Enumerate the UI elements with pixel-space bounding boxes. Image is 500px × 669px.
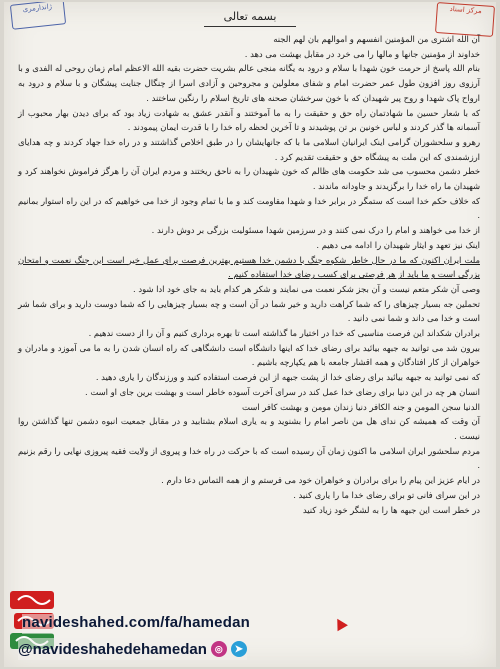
- body-paragraph: وصی آن شکر متعم نیست و آن بجز شکر نعمت می نمایند و شکر هر کدام باید به جای خود ادا شود .: [133, 283, 480, 294]
- document-stamp-right: مرکز اسناد: [435, 2, 495, 37]
- body-paragraph: برادران شکداند این فرصت مناسبی که خدا در اختیار ما گذاشته است تا بهره برداری کنیم و آن را از دست ندهیم .: [88, 328, 480, 339]
- pointer-arrow-icon: [332, 616, 348, 632]
- instagram-icon[interactable]: ◎: [211, 641, 227, 657]
- body-paragraph: در این سرای فانی تو برای رضای خدا ما را یاری کنید .: [293, 489, 480, 500]
- body-paragraph: اینک نیز تعهد و ایثار شهیدان را ادامه می دهیم .: [316, 239, 480, 250]
- telegram-icon[interactable]: ➤: [231, 641, 247, 657]
- document-body: [18, 32, 480, 517]
- body-paragraph: الدنیا سجن المومن و جنه الکافر دنیا زندان مومن و بهشت کافر است: [242, 401, 480, 412]
- body-paragraph: آن الله اشتری من المؤمنین انفسهم و اموالهم بان لهم الجنه: [273, 34, 480, 44]
- body-paragraph: رهرو و سلحشوران گرامی اینک ایرانیان اسلامی ما با که جانهایشان را در طبق اخلاص گذاشتند و در راه خدا جهاد کردند و چه هدایای ارزشمندی که این ملت به پیشگاه حق و حقیقت تقدیم کرد .: [18, 136, 480, 162]
- body-paragraph-underlined: ملت ایران اکنون که ما در حال خاطر شکوه جنگ با دشمن خدا هستیم بهترین فرصت برای عمل خیر است این جنگ نعمت و امتحان بزرگی است و ما باید از هر فرصتی برای کسب رضای خدا استفاده کنیم .: [18, 254, 480, 280]
- watermark-handle[interactable]: @navideshahedehamedan: [18, 640, 207, 658]
- watermark-url[interactable]: navideshahed.com/fa/hamedan: [22, 614, 250, 634]
- body-paragraph: در ایام عزیز این پیام را برای برادران و خواهران خود می فرستم و از همه التماس دعا دارم .: [161, 475, 480, 486]
- body-paragraph: در خطر است این جبهه ها را به لشگر خود زیاد کنید: [302, 504, 480, 515]
- body-paragraph: مردم سلحشور ایران اسلامی ما اکنون زمان آن رسیده است که با حرکت در راه خدا و پیروی از ولایت فقیه پیروزی نهایی را رقم بزنیم .: [18, 445, 480, 471]
- body-paragraph: خطر دشمن محسوب می شد حکومت های ظالم که خون شهیدان را به ناحق ریختند و مردم ایران آن را هرگز فراموش نخواهند کرد و شهیدان ما راه خدا را برگزیدند و جاودانه ماندند .: [18, 166, 480, 192]
- body-paragraph: بنام الله پاسخ از حرمت خون شهدا با سلام و درود به یگانه منجی عالم بشریت حضرت بقیه الله الاعظم امام زمان روحی له الفدی و با آرزوی روز افزون طول عمر حضرت امام و شفای معلولین و مجروحین و آزادی اسرا از چنگال جنایت پیشگان و با سلام و درود به ارواح پاک شهدا و روح پیر شهیدان که با خون سرخشان صحنه های تاریخ اسلام را رنگین ساختند .: [18, 63, 480, 103]
- body-paragraph: که خلاف حکم خدا است که ستمگر در برابر خدا و شهدا مقاومت کند و ما با تمام وجود از خدا می خواهیم که در این راه استوار بمانیم .: [18, 195, 480, 221]
- heading-underline: [204, 26, 296, 27]
- body-paragraph: انسان هر چه در این دنیا برای رضای خدا عمل کند در سرای آخرت آسوده خاطر است و بهشت برین جای او است .: [85, 386, 480, 397]
- watermark-social: [18, 638, 247, 660]
- body-paragraph: تحملین جه بسیار چیزهای را که شما کراهت دارید و خیر شما در آن است و چه بسیار چیزهایی را که شما دوست دارید و برای شما شر است و خدا می داند و شما نمی دانید .: [18, 298, 480, 324]
- body-paragraph: خداوند از مؤمنین جانها و مالها را می خرد در مقابل بهشت می دهد .: [244, 48, 480, 59]
- body-paragraph: که نمی توانید به جبهه بیائید برای رضای خدا از پشت جبهه از این فرصت استفاده کنید و ورزندگان را یاری دهید .: [95, 372, 480, 383]
- document-heading: بسمه تعالی: [223, 10, 277, 23]
- body-paragraph: که با شعار حسین ما شهادتمان راه حق و حقیقت را به ما آموختند و آنقدر عشق به شهادت زیاد بود که برای دیدن بهار محبوب از آسمانه ها گذر کردند و لباس خونین بر تن پوشیدند و تا آخرین لحظه راه خدا را با قدرت ایمان پیمودند .: [18, 107, 480, 133]
- document-page: [4, 2, 496, 667]
- body-paragraph: از خدا می خواهند و امام را درک نمی کنند و در سرزمین شهدا مسئولیت بزرگی بر دوش دارند .: [151, 225, 480, 236]
- body-paragraph: بیرون شد می توانید به جبهه بیائید برای رضای خدا که اینها دانشگاه است دانشگاهی که راه انسان شدن را به ما می آموزد و مادران و خواهران از کار افتادگان و همه اقشار جامعه با هم یکپارچه باشیم .: [18, 342, 480, 368]
- document-stamp-left: ژاندارمری: [10, 2, 66, 30]
- body-paragraph: آن وقت که همیشه کن ندای هل من ناصر امام را بشنوید و به یاری اسلام بشتابید و در مقابل جمعیت انبوه دشمن تنها گذاشتن روا نیست .: [18, 416, 480, 441]
